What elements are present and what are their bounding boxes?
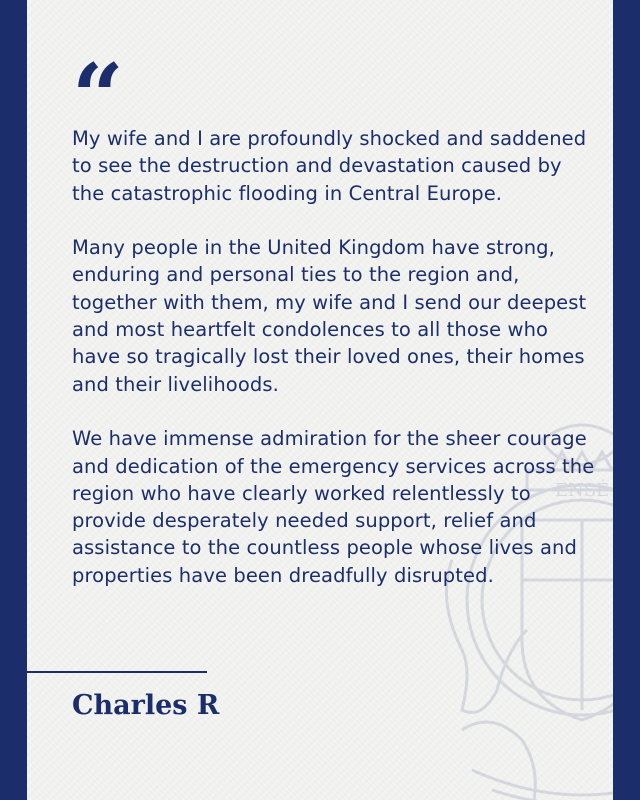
statement-body <box>72 125 600 616</box>
signature-divider <box>27 671 207 673</box>
statement-paragraph-3: We have immense admiration for the sheer courage and dedication of the emergency services across the region who have clearly worked relentlessly to provide desperately needed support, relief and assistance to the countless people whose lives and properties have been dreadfully disrupted. <box>72 427 595 587</box>
signature: Charles R <box>72 690 220 721</box>
statement-paragraph-2: Many people in the United Kingdom have strong, enduring and personal ties to the region and, together with them, my wife and I send our deepest and most heartfelt condolences to all those who have so tragically lost their loved ones, their homes and their livelihoods. <box>72 236 587 396</box>
paper-card <box>27 0 613 800</box>
statement-paragraph-1: My wife and I are profoundly shocked and saddened to see the destruction and devastation caused by the catastrophic flooding in Central Europe. <box>72 127 587 205</box>
crest-motto-text: ENSÉ <box>554 480 610 501</box>
quote-mark: “ <box>72 44 118 150</box>
